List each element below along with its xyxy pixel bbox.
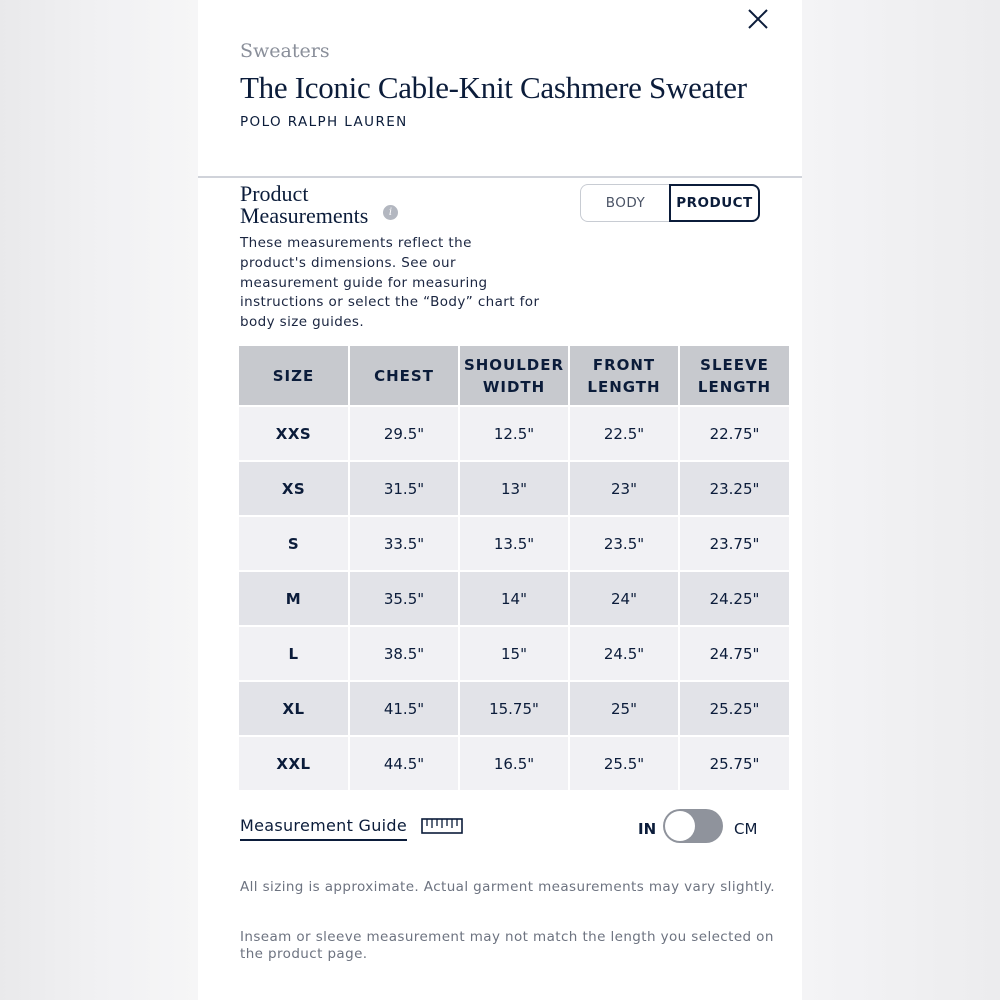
- ruler-icon[interactable]: [421, 818, 463, 834]
- size-cell: XL: [239, 681, 349, 736]
- size-cell: L: [239, 626, 349, 681]
- header-sleeve-line1: SLEEVE: [700, 355, 769, 374]
- size-cell: M: [239, 571, 349, 626]
- unit-in-label: IN: [638, 820, 657, 838]
- table-row: [239, 406, 789, 461]
- size-cell: S: [239, 516, 349, 571]
- chest-cell: 33.5": [349, 516, 459, 571]
- size-guide-panel: [198, 0, 802, 1000]
- table-row: [239, 516, 789, 571]
- header-sleeve-line2: LENGTH: [697, 377, 772, 396]
- shoulder-cell: 16.5": [459, 736, 569, 790]
- size-cell: XS: [239, 461, 349, 516]
- table-header-row: [239, 346, 789, 406]
- header-shoulder-line1: SHOULDER: [463, 355, 565, 374]
- size-table: [239, 346, 789, 790]
- section-title-line1: Product: [240, 181, 309, 206]
- chest-cell: 41.5": [349, 681, 459, 736]
- inseam-note: Inseam or sleeve measurement may not match the length you selected on the product page.: [240, 929, 774, 962]
- table-row: [239, 461, 789, 516]
- front-length-cell: 25.5": [569, 736, 679, 790]
- section-divider: [198, 176, 802, 178]
- table-row: [239, 736, 789, 790]
- shoulder-cell: 15": [459, 626, 569, 681]
- sleeve-length-cell: 23.75": [679, 516, 789, 571]
- sleeve-length-cell: 25.75": [679, 736, 789, 790]
- table-row: [239, 681, 789, 736]
- header-front-line2: LENGTH: [587, 377, 661, 396]
- header-chest: [349, 346, 459, 406]
- info-icon[interactable]: i: [383, 205, 398, 220]
- shoulder-cell: 14": [459, 571, 569, 626]
- close-icon: [743, 4, 773, 34]
- size-cell: XXL: [239, 736, 349, 790]
- shoulder-cell: 15.75": [459, 681, 569, 736]
- close-button[interactable]: [743, 4, 773, 34]
- sleeve-length-cell: 24.75": [679, 626, 789, 681]
- chest-cell: 31.5": [349, 461, 459, 516]
- front-length-cell: 24": [569, 571, 679, 626]
- front-length-cell: 24.5": [569, 626, 679, 681]
- chest-cell: 38.5": [349, 626, 459, 681]
- switch-knob: [665, 811, 695, 841]
- brand-name: POLO RALPH LAUREN: [240, 114, 408, 130]
- measurement-guide-link[interactable]: Measurement Guide: [240, 816, 407, 841]
- header-sleeve-length: [679, 346, 789, 406]
- front-length-cell: 25": [569, 681, 679, 736]
- header-shoulder-line2: WIDTH: [482, 377, 546, 396]
- front-length-cell: 22.5": [569, 406, 679, 461]
- unit-cm-label: CM: [734, 820, 758, 838]
- product-chart-button[interactable]: PRODUCT: [669, 184, 760, 222]
- chest-cell: 44.5": [349, 736, 459, 790]
- table-row: [239, 571, 789, 626]
- unit-toggle-switch[interactable]: [663, 809, 723, 843]
- sizing-note: All sizing is approximate. Actual garment measurements may vary slightly.: [240, 879, 775, 895]
- front-length-cell: 23.5": [569, 516, 679, 571]
- header-size: [239, 346, 349, 406]
- table-row: [239, 626, 789, 681]
- chart-type-toggle: [580, 184, 760, 224]
- sleeve-length-cell: 23.25": [679, 461, 789, 516]
- product-title: The Iconic Cable-Knit Cashmere Sweater: [240, 70, 747, 105]
- header-front-length: [569, 346, 679, 406]
- shoulder-cell: 13": [459, 461, 569, 516]
- chest-cell: 35.5": [349, 571, 459, 626]
- header-size-label: SIZE: [272, 366, 315, 385]
- header-front-line1: FRONT: [592, 355, 656, 374]
- section-title-line2: Measurements: [240, 203, 369, 228]
- body-chart-button[interactable]: BODY: [580, 184, 670, 222]
- sleeve-length-cell: 22.75": [679, 406, 789, 461]
- chest-cell: 29.5": [349, 406, 459, 461]
- front-length-cell: 23": [569, 461, 679, 516]
- section-title: [240, 183, 368, 227]
- product-category: Sweaters: [240, 40, 330, 62]
- sleeve-length-cell: 24.25": [679, 571, 789, 626]
- measurements-description: These measurements reflect the product's dimensions. See our measurement guide for measuring instructions or select the “Body” chart for body size guides.: [240, 235, 540, 331]
- shoulder-cell: 12.5": [459, 406, 569, 461]
- header-shoulder-width: [459, 346, 569, 406]
- header-chest-label: CHEST: [374, 366, 434, 385]
- sleeve-length-cell: 25.25": [679, 681, 789, 736]
- size-cell: XXS: [239, 406, 349, 461]
- shoulder-cell: 13.5": [459, 516, 569, 571]
